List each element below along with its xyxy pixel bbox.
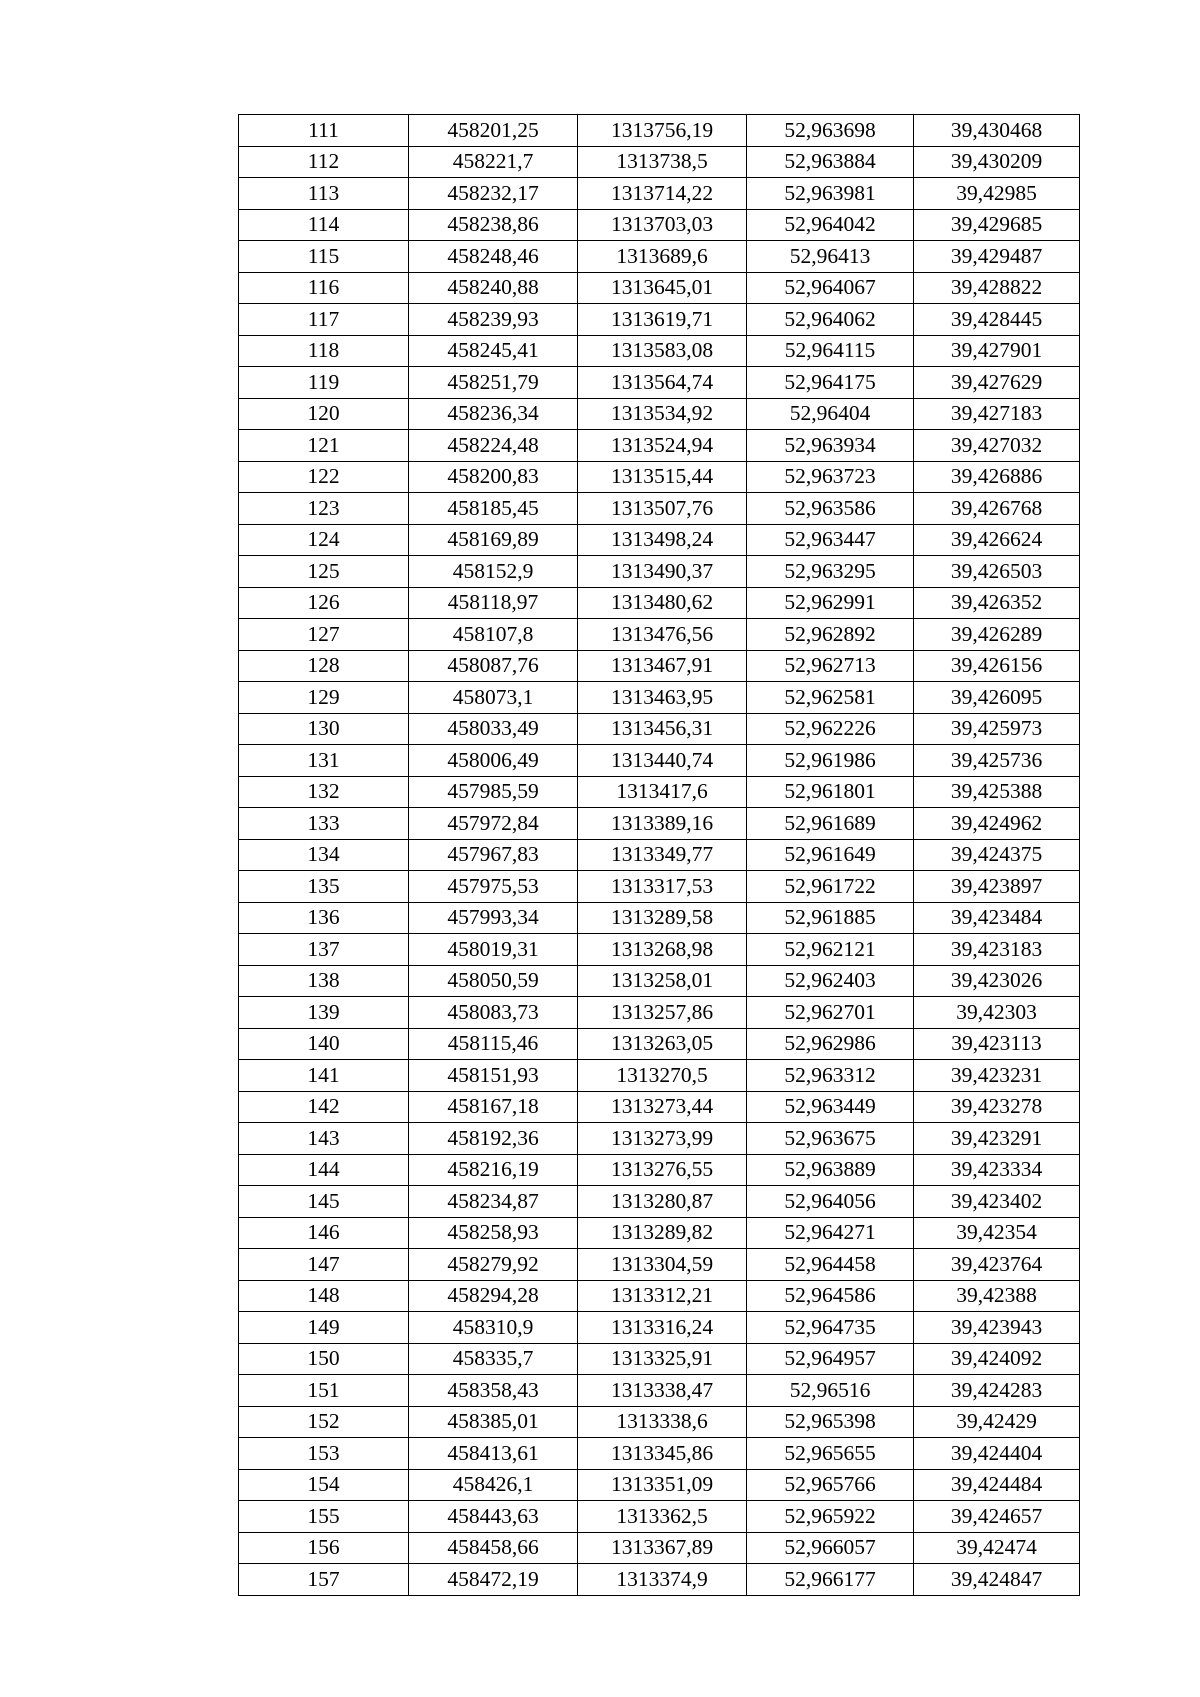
latitude-cell: 52,965922 [747,1501,914,1533]
x-coordinate-cell: 458167,18 [409,1091,578,1123]
y-coordinate-cell: 1313338,6 [578,1406,747,1438]
table-row [239,1469,1080,1501]
point-number-cell: 151 [239,1375,409,1407]
table-row [239,1501,1080,1533]
point-number-cell: 113 [239,178,409,210]
table-row [239,745,1080,777]
longitude-cell: 39,424375 [914,839,1080,871]
table-row [239,1217,1080,1249]
y-coordinate-cell: 1313351,09 [578,1469,747,1501]
table-row [239,965,1080,997]
x-coordinate-cell: 458443,63 [409,1501,578,1533]
latitude-cell: 52,964458 [747,1249,914,1281]
latitude-cell: 52,963295 [747,556,914,588]
y-coordinate-cell: 1313524,94 [578,430,747,462]
y-coordinate-cell: 1313276,55 [578,1154,747,1186]
point-number-cell: 134 [239,839,409,871]
longitude-cell: 39,427032 [914,430,1080,462]
y-coordinate-cell: 1313645,01 [578,272,747,304]
longitude-cell: 39,42303 [914,997,1080,1029]
table-row [239,115,1080,147]
x-coordinate-cell: 458413,61 [409,1438,578,1470]
x-coordinate-cell: 458033,49 [409,713,578,745]
x-coordinate-cell: 458232,17 [409,178,578,210]
y-coordinate-cell: 1313367,89 [578,1532,747,1564]
point-number-cell: 132 [239,776,409,808]
latitude-cell: 52,962986 [747,1028,914,1060]
longitude-cell: 39,425388 [914,776,1080,808]
x-coordinate-cell: 458240,88 [409,272,578,304]
latitude-cell: 52,964067 [747,272,914,304]
longitude-cell: 39,430209 [914,146,1080,178]
longitude-cell: 39,424404 [914,1438,1080,1470]
point-number-cell: 156 [239,1532,409,1564]
point-number-cell: 154 [239,1469,409,1501]
longitude-cell: 39,425973 [914,713,1080,745]
table-row [239,430,1080,462]
table-row [239,461,1080,493]
x-coordinate-cell: 458234,87 [409,1186,578,1218]
latitude-cell: 52,962403 [747,965,914,997]
point-number-cell: 123 [239,493,409,525]
x-coordinate-cell: 458221,7 [409,146,578,178]
x-coordinate-cell: 457985,59 [409,776,578,808]
longitude-cell: 39,427901 [914,335,1080,367]
table-row [239,272,1080,304]
x-coordinate-cell: 458006,49 [409,745,578,777]
latitude-cell: 52,964115 [747,335,914,367]
table-row [239,335,1080,367]
y-coordinate-cell: 1313440,74 [578,745,747,777]
x-coordinate-cell: 458472,19 [409,1564,578,1596]
x-coordinate-cell: 458251,79 [409,367,578,399]
point-number-cell: 149 [239,1312,409,1344]
y-coordinate-cell: 1313534,92 [578,398,747,430]
y-coordinate-cell: 1313738,5 [578,146,747,178]
latitude-cell: 52,965655 [747,1438,914,1470]
longitude-cell: 39,426768 [914,493,1080,525]
point-number-cell: 153 [239,1438,409,1470]
y-coordinate-cell: 1313689,6 [578,241,747,273]
table-row [239,304,1080,336]
longitude-cell: 39,424847 [914,1564,1080,1596]
y-coordinate-cell: 1313756,19 [578,115,747,147]
x-coordinate-cell: 458019,31 [409,934,578,966]
latitude-cell: 52,961649 [747,839,914,871]
y-coordinate-cell: 1313280,87 [578,1186,747,1218]
table-row [239,650,1080,682]
y-coordinate-cell: 1313273,99 [578,1123,747,1155]
longitude-cell: 39,427183 [914,398,1080,430]
y-coordinate-cell: 1313619,71 [578,304,747,336]
latitude-cell: 52,962701 [747,997,914,1029]
point-number-cell: 155 [239,1501,409,1533]
x-coordinate-cell: 458151,93 [409,1060,578,1092]
y-coordinate-cell: 1313257,86 [578,997,747,1029]
table-row [239,871,1080,903]
longitude-cell: 39,423943 [914,1312,1080,1344]
table-row [239,1249,1080,1281]
latitude-cell: 52,966177 [747,1564,914,1596]
x-coordinate-cell: 457975,53 [409,871,578,903]
x-coordinate-cell: 457967,83 [409,839,578,871]
y-coordinate-cell: 1313362,5 [578,1501,747,1533]
point-number-cell: 115 [239,241,409,273]
table-row [239,587,1080,619]
table-row [239,1060,1080,1092]
latitude-cell: 52,96516 [747,1375,914,1407]
latitude-cell: 52,964042 [747,209,914,241]
y-coordinate-cell: 1313564,74 [578,367,747,399]
longitude-cell: 39,425736 [914,745,1080,777]
x-coordinate-cell: 458238,86 [409,209,578,241]
longitude-cell: 39,42388 [914,1280,1080,1312]
latitude-cell: 52,963447 [747,524,914,556]
x-coordinate-cell: 458083,73 [409,997,578,1029]
latitude-cell: 52,961722 [747,871,914,903]
longitude-cell: 39,423278 [914,1091,1080,1123]
y-coordinate-cell: 1313270,5 [578,1060,747,1092]
table-row [239,1312,1080,1344]
point-number-cell: 140 [239,1028,409,1060]
longitude-cell: 39,423183 [914,934,1080,966]
x-coordinate-cell: 458294,28 [409,1280,578,1312]
longitude-cell: 39,426624 [914,524,1080,556]
point-number-cell: 118 [239,335,409,367]
y-coordinate-cell: 1313476,56 [578,619,747,651]
latitude-cell: 52,964735 [747,1312,914,1344]
longitude-cell: 39,424962 [914,808,1080,840]
latitude-cell: 52,963698 [747,115,914,147]
point-number-cell: 121 [239,430,409,462]
y-coordinate-cell: 1313289,58 [578,902,747,934]
point-number-cell: 133 [239,808,409,840]
point-number-cell: 114 [239,209,409,241]
y-coordinate-cell: 1313312,21 [578,1280,747,1312]
longitude-cell: 39,423291 [914,1123,1080,1155]
longitude-cell: 39,42354 [914,1217,1080,1249]
table-row [239,367,1080,399]
y-coordinate-cell: 1313703,03 [578,209,747,241]
latitude-cell: 52,96413 [747,241,914,273]
table-row [239,934,1080,966]
x-coordinate-cell: 458224,48 [409,430,578,462]
longitude-cell: 39,426352 [914,587,1080,619]
longitude-cell: 39,42985 [914,178,1080,210]
y-coordinate-cell: 1313490,37 [578,556,747,588]
point-number-cell: 124 [239,524,409,556]
longitude-cell: 39,42474 [914,1532,1080,1564]
table-row [239,209,1080,241]
longitude-cell: 39,428822 [914,272,1080,304]
table-row [239,1343,1080,1375]
y-coordinate-cell: 1313583,08 [578,335,747,367]
latitude-cell: 52,965398 [747,1406,914,1438]
latitude-cell: 52,962991 [747,587,914,619]
point-number-cell: 143 [239,1123,409,1155]
x-coordinate-cell: 458335,7 [409,1343,578,1375]
x-coordinate-cell: 458239,93 [409,304,578,336]
point-number-cell: 128 [239,650,409,682]
point-number-cell: 136 [239,902,409,934]
latitude-cell: 52,963723 [747,461,914,493]
y-coordinate-cell: 1313304,59 [578,1249,747,1281]
x-coordinate-cell: 458050,59 [409,965,578,997]
point-number-cell: 127 [239,619,409,651]
latitude-cell: 52,963449 [747,1091,914,1123]
point-number-cell: 112 [239,146,409,178]
table-row [239,682,1080,714]
latitude-cell: 52,963981 [747,178,914,210]
point-number-cell: 141 [239,1060,409,1092]
latitude-cell: 52,963934 [747,430,914,462]
x-coordinate-cell: 458200,83 [409,461,578,493]
coordinates-table-body [239,115,1080,1596]
point-number-cell: 147 [239,1249,409,1281]
longitude-cell: 39,42429 [914,1406,1080,1438]
x-coordinate-cell: 458152,9 [409,556,578,588]
point-number-cell: 148 [239,1280,409,1312]
longitude-cell: 39,426095 [914,682,1080,714]
y-coordinate-cell: 1313389,16 [578,808,747,840]
table-row [239,1532,1080,1564]
y-coordinate-cell: 1313515,44 [578,461,747,493]
y-coordinate-cell: 1313316,24 [578,1312,747,1344]
x-coordinate-cell: 458201,25 [409,115,578,147]
y-coordinate-cell: 1313345,86 [578,1438,747,1470]
table-row [239,808,1080,840]
y-coordinate-cell: 1313463,95 [578,682,747,714]
latitude-cell: 52,964056 [747,1186,914,1218]
longitude-cell: 39,424283 [914,1375,1080,1407]
point-number-cell: 145 [239,1186,409,1218]
point-number-cell: 116 [239,272,409,304]
longitude-cell: 39,426289 [914,619,1080,651]
x-coordinate-cell: 458426,1 [409,1469,578,1501]
point-number-cell: 152 [239,1406,409,1438]
table-row [239,398,1080,430]
x-coordinate-cell: 458216,19 [409,1154,578,1186]
y-coordinate-cell: 1313263,05 [578,1028,747,1060]
y-coordinate-cell: 1313325,91 [578,1343,747,1375]
x-coordinate-cell: 458248,46 [409,241,578,273]
latitude-cell: 52,962581 [747,682,914,714]
latitude-cell: 52,963889 [747,1154,914,1186]
x-coordinate-cell: 458118,97 [409,587,578,619]
point-number-cell: 131 [239,745,409,777]
y-coordinate-cell: 1313714,22 [578,178,747,210]
x-coordinate-cell: 457993,34 [409,902,578,934]
longitude-cell: 39,423484 [914,902,1080,934]
longitude-cell: 39,423402 [914,1186,1080,1218]
latitude-cell: 52,964586 [747,1280,914,1312]
point-number-cell: 122 [239,461,409,493]
longitude-cell: 39,423897 [914,871,1080,903]
table-row [239,1280,1080,1312]
point-number-cell: 144 [239,1154,409,1186]
table-row [239,1186,1080,1218]
latitude-cell: 52,96404 [747,398,914,430]
point-number-cell: 120 [239,398,409,430]
table-row [239,178,1080,210]
point-number-cell: 135 [239,871,409,903]
point-number-cell: 139 [239,997,409,1029]
table-row [239,146,1080,178]
point-number-cell: 111 [239,115,409,147]
table-row [239,1154,1080,1186]
point-number-cell: 129 [239,682,409,714]
y-coordinate-cell: 1313507,76 [578,493,747,525]
point-number-cell: 119 [239,367,409,399]
x-coordinate-cell: 458115,46 [409,1028,578,1060]
y-coordinate-cell: 1313258,01 [578,965,747,997]
x-coordinate-cell: 458385,01 [409,1406,578,1438]
table-row [239,1091,1080,1123]
latitude-cell: 52,961801 [747,776,914,808]
point-number-cell: 137 [239,934,409,966]
table-row [239,493,1080,525]
longitude-cell: 39,426503 [914,556,1080,588]
x-coordinate-cell: 458087,76 [409,650,578,682]
latitude-cell: 52,961986 [747,745,914,777]
x-coordinate-cell: 458169,89 [409,524,578,556]
y-coordinate-cell: 1313417,6 [578,776,747,808]
longitude-cell: 39,423764 [914,1249,1080,1281]
x-coordinate-cell: 458358,43 [409,1375,578,1407]
y-coordinate-cell: 1313268,98 [578,934,747,966]
x-coordinate-cell: 458107,8 [409,619,578,651]
y-coordinate-cell: 1313273,44 [578,1091,747,1123]
longitude-cell: 39,423231 [914,1060,1080,1092]
x-coordinate-cell: 458192,36 [409,1123,578,1155]
x-coordinate-cell: 458310,9 [409,1312,578,1344]
x-coordinate-cell: 458236,34 [409,398,578,430]
table-row [239,713,1080,745]
table-row [239,1438,1080,1470]
table-row [239,1123,1080,1155]
latitude-cell: 52,961885 [747,902,914,934]
y-coordinate-cell: 1313338,47 [578,1375,747,1407]
longitude-cell: 39,423026 [914,965,1080,997]
point-number-cell: 130 [239,713,409,745]
longitude-cell: 39,426156 [914,650,1080,682]
longitude-cell: 39,428445 [914,304,1080,336]
x-coordinate-cell: 458279,92 [409,1249,578,1281]
x-coordinate-cell: 458245,41 [409,335,578,367]
latitude-cell: 52,966057 [747,1532,914,1564]
table-row [239,524,1080,556]
table-row [239,619,1080,651]
y-coordinate-cell: 1313374,9 [578,1564,747,1596]
latitude-cell: 52,963884 [747,146,914,178]
y-coordinate-cell: 1313317,53 [578,871,747,903]
latitude-cell: 52,963675 [747,1123,914,1155]
longitude-cell: 39,424092 [914,1343,1080,1375]
latitude-cell: 52,963312 [747,1060,914,1092]
y-coordinate-cell: 1313289,82 [578,1217,747,1249]
latitude-cell: 52,962892 [747,619,914,651]
longitude-cell: 39,429685 [914,209,1080,241]
point-number-cell: 150 [239,1343,409,1375]
table-row [239,1375,1080,1407]
table-row [239,902,1080,934]
longitude-cell: 39,427629 [914,367,1080,399]
latitude-cell: 52,963586 [747,493,914,525]
x-coordinate-cell: 458258,93 [409,1217,578,1249]
latitude-cell: 52,964271 [747,1217,914,1249]
x-coordinate-cell: 457972,84 [409,808,578,840]
table-row [239,997,1080,1029]
latitude-cell: 52,964062 [747,304,914,336]
latitude-cell: 52,962226 [747,713,914,745]
point-number-cell: 138 [239,965,409,997]
x-coordinate-cell: 458073,1 [409,682,578,714]
coordinates-table [238,114,1080,1596]
y-coordinate-cell: 1313349,77 [578,839,747,871]
point-number-cell: 125 [239,556,409,588]
x-coordinate-cell: 458185,45 [409,493,578,525]
y-coordinate-cell: 1313467,91 [578,650,747,682]
point-number-cell: 117 [239,304,409,336]
table-row [239,556,1080,588]
point-number-cell: 142 [239,1091,409,1123]
longitude-cell: 39,426886 [914,461,1080,493]
latitude-cell: 52,962121 [747,934,914,966]
table-row [239,1406,1080,1438]
latitude-cell: 52,965766 [747,1469,914,1501]
table-row [239,241,1080,273]
table-row [239,839,1080,871]
longitude-cell: 39,430468 [914,115,1080,147]
y-coordinate-cell: 1313480,62 [578,587,747,619]
x-coordinate-cell: 458458,66 [409,1532,578,1564]
point-number-cell: 157 [239,1564,409,1596]
latitude-cell: 52,962713 [747,650,914,682]
latitude-cell: 52,964957 [747,1343,914,1375]
table-row [239,776,1080,808]
point-number-cell: 146 [239,1217,409,1249]
latitude-cell: 52,964175 [747,367,914,399]
longitude-cell: 39,423113 [914,1028,1080,1060]
y-coordinate-cell: 1313498,24 [578,524,747,556]
latitude-cell: 52,961689 [747,808,914,840]
longitude-cell: 39,424484 [914,1469,1080,1501]
table-row [239,1028,1080,1060]
longitude-cell: 39,424657 [914,1501,1080,1533]
point-number-cell: 126 [239,587,409,619]
table-row [239,1564,1080,1596]
longitude-cell: 39,423334 [914,1154,1080,1186]
longitude-cell: 39,429487 [914,241,1080,273]
y-coordinate-cell: 1313456,31 [578,713,747,745]
